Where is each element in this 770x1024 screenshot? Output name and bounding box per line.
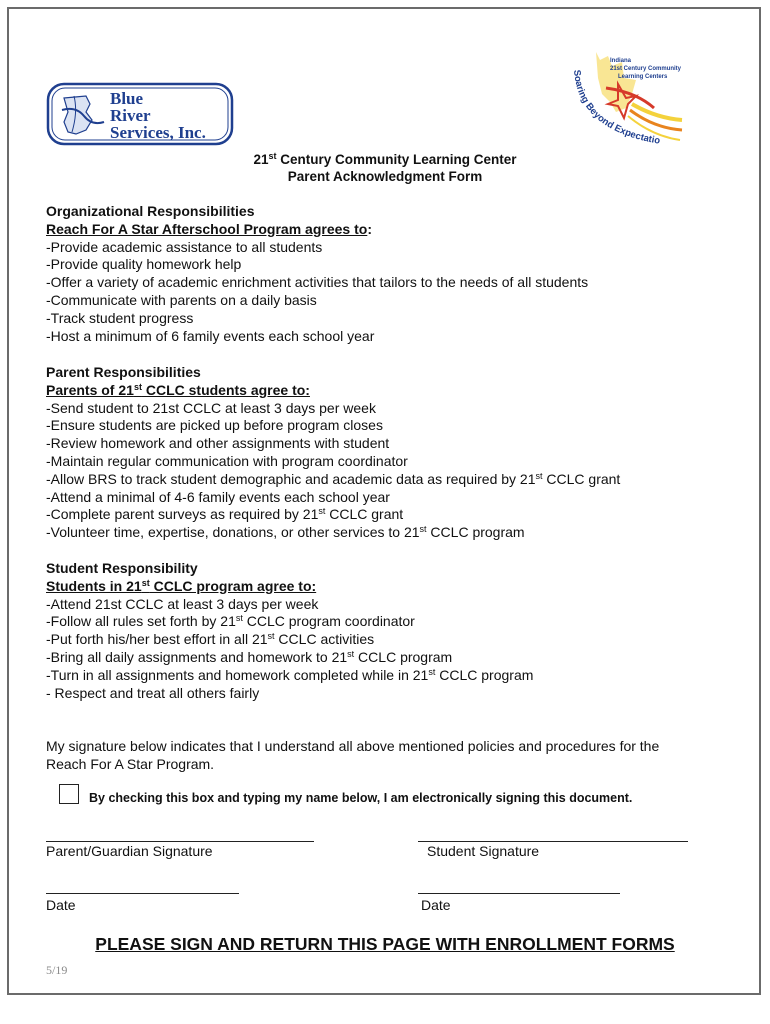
logo-line3: Services, Inc. xyxy=(110,123,206,142)
form-title-line1: 21st Century Community Learning Center xyxy=(253,151,517,167)
org-subheading: Reach For A Star Afterschool Program agrees to: xyxy=(46,220,372,237)
student-date-label: Date xyxy=(421,897,451,913)
list-item: -Complete parent surveys as required by 21st CCLC grant xyxy=(46,506,404,523)
indiana-map-icon xyxy=(62,96,104,134)
blue-river-logo xyxy=(46,82,234,146)
list-item: -Track student progress xyxy=(46,309,194,326)
parent-date-line[interactable] xyxy=(46,893,239,894)
version-label: 5/19 xyxy=(46,963,68,977)
list-item: -Volunteer time, expertise, donations, or other services to 21st CCLC program xyxy=(46,524,525,541)
list-item: -Communicate with parents on a daily basis xyxy=(46,291,317,308)
acknowledgment-statement xyxy=(46,738,736,774)
list-item: -Review homework and other assignments with student xyxy=(46,435,390,452)
esign-label: By checking this box and typing my name below, I am electronically signing this document. xyxy=(89,791,633,805)
list-item: -Bring all daily assignments and homework to 21st CCLC program xyxy=(46,648,453,665)
student-signature-line[interactable] xyxy=(418,841,688,842)
list-item: -Attend a minimal of 4-6 family events each school year xyxy=(46,488,390,505)
list-item: -Provide academic assistance to all students xyxy=(46,238,323,255)
parent-heading: Parent Responsibilities xyxy=(46,364,201,380)
esign-checkbox[interactable] xyxy=(59,784,79,804)
student-signature-label: Student Signature xyxy=(427,843,540,859)
parent-signature-line[interactable] xyxy=(46,841,314,842)
student-section xyxy=(46,560,746,702)
parent-subheading: Parents of 21st CCLC students agree to: xyxy=(46,381,310,398)
student-heading: Student Responsibility xyxy=(46,560,198,576)
parent-section xyxy=(46,364,746,542)
cclc-line2: 21st Century Community xyxy=(610,66,682,72)
student-subheading: Students in 21st CCLC program agree to: xyxy=(46,577,317,594)
parent-signature-label: Parent/Guardian Signature xyxy=(46,843,213,859)
list-item: -Attend 21st CCLC at least 3 days per week xyxy=(46,595,319,612)
form-title-line2: Parent Acknowledgment Form xyxy=(287,169,483,184)
logo-line2: River xyxy=(110,106,151,125)
statement-line1: My signature below indicates that I understand all above mentioned policies and procedures for the xyxy=(46,738,660,754)
logo-line1: Blue xyxy=(110,89,144,108)
list-item: - Respect and treat all others fairly xyxy=(46,684,260,701)
list-item: -Maintain regular communication with program coordinator xyxy=(46,452,408,469)
list-item: -Host a minimum of 6 family events each school year xyxy=(46,327,375,344)
list-item: -Follow all rules set forth by 21st CCLC program coordinator xyxy=(46,613,415,630)
list-item: -Put forth his/her best effort in all 21st CCLC activities xyxy=(46,631,375,648)
list-item: -Offer a variety of academic enrichment activities that tailors to the needs of all students xyxy=(46,274,589,291)
list-item: -Turn in all assignments and homework completed while in 21st CCLC program xyxy=(46,666,534,683)
cclc-tagline: Soaring Beyond Expectatio xyxy=(570,69,661,147)
student-date-line[interactable] xyxy=(418,893,620,894)
org-heading: Organizational Responsibilities xyxy=(46,203,255,219)
list-item: -Allow BRS to track student demographic and academic data as required by 21st CCLC grant xyxy=(46,470,621,487)
return-instruction: PLEASE SIGN AND RETURN THIS PAGE WITH ENROLLMENT FORMS xyxy=(95,934,675,954)
statement-line2: Reach For A Star Program. xyxy=(46,755,215,772)
parent-date-label: Date xyxy=(46,897,76,913)
list-item: -Ensure students are picked up before program closes xyxy=(46,417,383,434)
list-item: -Provide quality homework help xyxy=(46,256,242,273)
cclc-line3: Learning Centers xyxy=(618,74,668,80)
org-section xyxy=(46,203,726,345)
cclc-logo xyxy=(566,48,684,156)
cclc-line1: Indiana xyxy=(610,58,632,64)
list-item: -Send student to 21st CCLC at least 3 days per week xyxy=(46,399,376,416)
